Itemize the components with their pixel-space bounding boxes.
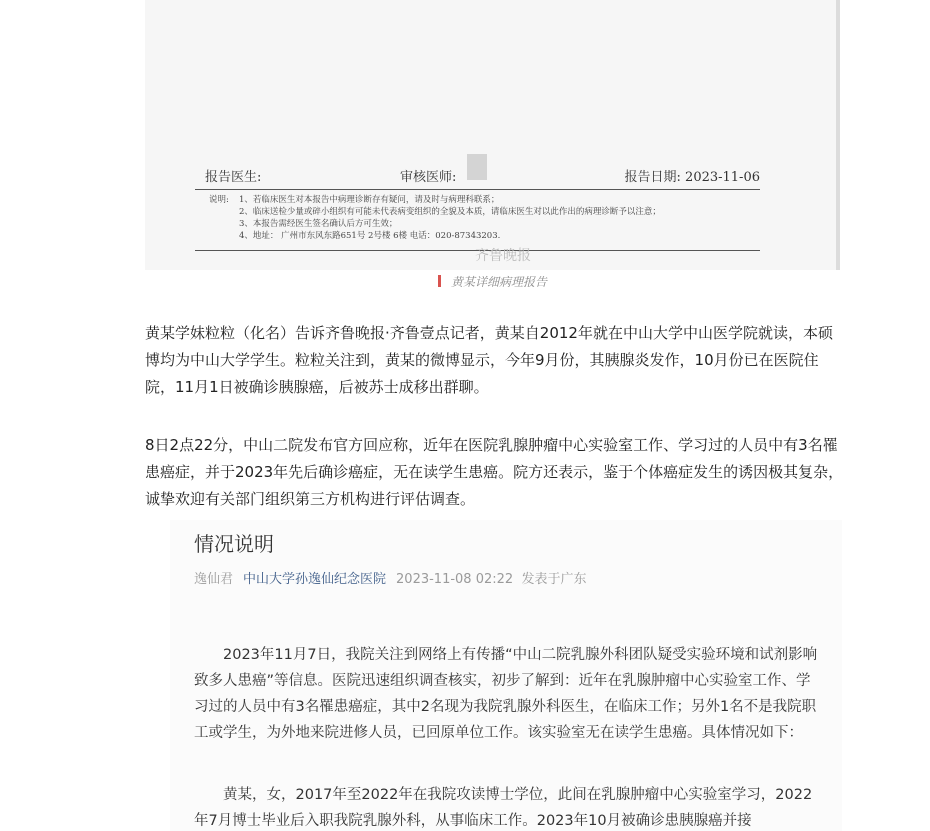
report-note: 1、若临床医生对本报告中病理诊断存有疑问，请及时与病理科联系； (239, 195, 500, 205)
statement-paragraph-1: 2023年11月7日，我院关注到网络上有传播“中山二院乳腺外科团队疑受实验环境和试剂影响致多人患癌”等信息。医院迅速组织调查核实，初步了解到：近年在乳腺肿瘤中心实验室工作、学习过的人员中有3名罹患癌症，其中2名现为我院乳腺外科医生，在临床工作；另外1名不是我院职工或学生，为外地来院进修人员，已回原单位工作。该实验室无在读学生患癌。具体情况如下： (194, 647, 818, 741)
hospital-statement-image (170, 520, 842, 831)
statement-datetime: 2023-11-08 02:22 (396, 572, 514, 587)
image-caption (438, 273, 547, 290)
statement-location: 发表于广东 (521, 572, 587, 587)
report-note: 3、本报告需经医生签名确认后方可生效； (239, 219, 398, 229)
statement-paragraph-2: 黄某，女，2017年至2022年在我院攻读博士学位，此间在乳腺肿瘤中心实验室学习，2022年7月博士毕业后入职我院乳腺外科，从事临床工作。2023年10月被确诊患胰腺癌并接 (194, 787, 813, 829)
redacted-name (467, 154, 487, 180)
caption-accent-bar (438, 275, 441, 287)
report-rule-top (195, 189, 760, 190)
statement-meta (194, 568, 586, 587)
pathology-report-image (145, 0, 840, 270)
report-notes-label: 说明: (209, 195, 229, 205)
caption-text: 黄某详细病理报告 (451, 275, 548, 289)
statement-title: 情况说明 (194, 532, 274, 556)
statement-author: 逸仙君 (194, 572, 234, 587)
watermark-logo: 齐鲁晚报 (475, 248, 531, 264)
report-doctor-label: 报告医生: (205, 170, 262, 185)
report-date: 报告日期: 2023-11-06 (624, 170, 760, 185)
article-paragraph-1: 黄某学妹粒粒（化名）告诉齐鲁晚报·齐鲁壹点记者，黄某自2012年就在中山大学中山医学院就读，本硕博均为中山大学学生。粒粒关注到，黄某的微博显示，今年9月份，其胰腺炎发作，10月份已在医院住院，11月1日被确诊胰腺癌，后被苏士成移出群聊。 (145, 324, 833, 396)
report-note: 2、临床送检少量或碎小组织有可能未代表病变组织的全貌及本质，请临床医生对以此作出的病理诊断予以注意； (239, 207, 661, 217)
article-paragraph-2: 8日2点22分，中山二院发布官方回应称，近年在医院乳腺肿瘤中心实验室工作、学习过的人员中有3名罹患癌症，并于2023年先后确诊癌症，无在读学生患癌。院方还表示，鉴于个体癌症发生的诱因极其复杂，诚挚欢迎有关部门组织第三方机构进行评估调查。 (145, 436, 844, 508)
report-image-edge (836, 0, 840, 270)
report-reviewer-label: 审核医师: (400, 170, 457, 185)
report-note: 4、地址： 广州市东风东路651号 2号楼 6楼 电话：020-87343203. (239, 231, 501, 241)
statement-hospital: 中山大学孙逸仙纪念医院 (243, 572, 387, 587)
